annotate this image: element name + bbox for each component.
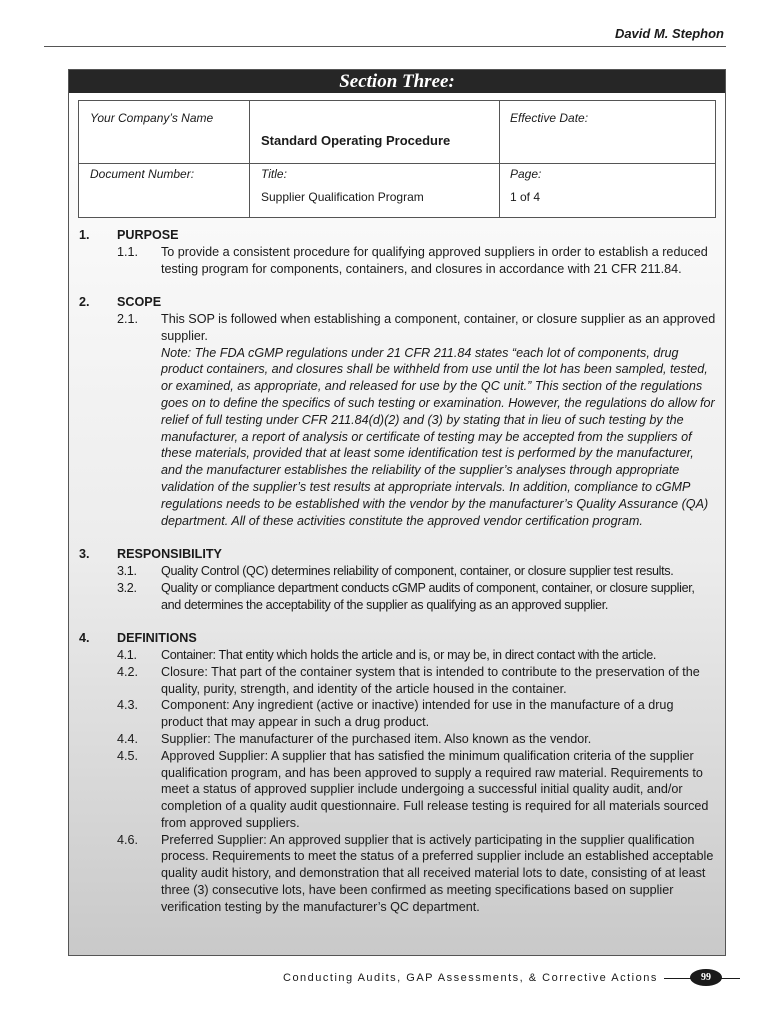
- section-number: 3.: [79, 547, 90, 562]
- list-item: [69, 748, 725, 832]
- list-item: [69, 832, 725, 916]
- list-item: [69, 697, 725, 731]
- item-text: Approved Supplier: A supplier that has satisfied the minimum qualification criteria of the supplier qualification program, and has been approved to supply a required raw material. Requirements to meet a status of approved supplier include undergoing a successful initial quality audit, and/or completion of a quality audit questionnaire. Full release testing is required for all materials sourced from approved suppliers.: [161, 748, 709, 830]
- company-name-label: Your Company’s Name: [90, 111, 214, 125]
- section-heading: DEFINITIONS: [117, 631, 197, 646]
- item-text: This SOP is followed when establishing a component, container, or closure supplier as an approved supplier.: [161, 311, 716, 343]
- item-number: 3.2.: [117, 580, 137, 595]
- section-number: 4.: [79, 631, 90, 646]
- page-value: 1 of 4: [510, 190, 541, 204]
- item-text: Component: Any ingredient (active or inactive) intended for use in the manufacture of a drug product that may appear in such a drug product.: [161, 698, 674, 730]
- footer-book-title: Conducting Audits, GAP Assessments, & Corrective Actions: [283, 972, 658, 984]
- regulatory-note: Note: The FDA cGMP regulations under 21 CFR 211.84 states “each lot of components, drug product containers, and closures shall be withheld from use until the lot has been sampled, tested, or examined, as appropriate, and released for use by the QC unit.” This section of the regulations goes on to define the specifics of such testing or examination. However, the regulations do allow for relief of full testing under CFR 211.84(d)(2) and (3) by stating that in lieu of such testing by the manufacturer, a report of analysis or certificate of testing may be accepted from the suppliers of these materials, provided that at least some identification test is performed by the manufacturer, and the manufacturer establishes the reliability of the supplier’s analyses through appropriate validation of the supplier’s test results at appropriate intervals. In addition, compliance to cGMP regulations needs to be established with the vendor by the manufacturer’s Quality Assurance (QA) department. All of these activities constitute the approved vendor certification program.: [161, 345, 715, 528]
- page-number-badge: 99: [690, 969, 722, 986]
- item-text: Quality or compliance department conducts cGMP audits of component, container, or closure supplier, and determines the acceptability of the supplier as qualifying as an approved supplier.: [161, 580, 695, 612]
- sop-frame: [68, 69, 726, 956]
- section-definitions: [69, 630, 725, 916]
- page-label: Page:: [510, 167, 542, 181]
- item-number: 2.1.: [117, 311, 139, 326]
- effective-date-label: Effective Date:: [510, 111, 589, 125]
- sop-header-table: [78, 100, 716, 218]
- table-divider: [499, 101, 500, 217]
- section-responsibility: [69, 546, 725, 613]
- item-text: Container: That entity which holds the article and is, or may be, in direct contact with the article.: [161, 647, 657, 662]
- section-number: 2.: [79, 295, 90, 310]
- item-text: To provide a consistent procedure for qualifying approved suppliers in order to establish a reduced testing program for components, containers, and closures in accordance with 21 CFR 211.84.: [161, 244, 708, 276]
- header-rule: [44, 46, 726, 47]
- section-scope: [69, 294, 725, 529]
- item-number: 3.1.: [117, 563, 137, 578]
- document-number-label: Document Number:: [90, 167, 195, 181]
- item-text: Quality Control (QC) determines reliability of component, container, or closure supplier test results.: [161, 563, 674, 578]
- section-heading: RESPONSIBILITY: [117, 547, 222, 562]
- list-item: [69, 647, 725, 664]
- item-number: 4.1.: [117, 647, 137, 662]
- item-number: 4.6.: [117, 832, 139, 847]
- table-divider: [249, 101, 250, 217]
- list-item: [69, 580, 725, 614]
- item-number: 4.4.: [117, 731, 139, 746]
- section-title-bar: Section Three:: [69, 70, 725, 93]
- item-number: 4.2.: [117, 664, 139, 679]
- list-item: [69, 244, 725, 278]
- item-text: Preferred Supplier: An approved supplier that is actively participating in the supplier qualification process. Requirements to meet the status of a preferred supplier include an established acceptable quality audit history, and demonstration that all received material lots to date, consisting of at least three (3) consecutive lots, have been confirmed as meeting specifications based on supplier verification testing by the manufacturer’s QC department.: [161, 832, 714, 914]
- section-purpose: [69, 227, 725, 277]
- item-text: Closure: That part of the container system that is intended to contribute to the preservation of the quality, purity, strength, and identity of the article housed in the container.: [161, 664, 700, 696]
- table-divider: [79, 163, 715, 164]
- list-item: [69, 563, 725, 580]
- list-item: [69, 731, 725, 748]
- item-text: Supplier: The manufacturer of the purchased item. Also known as the vendor.: [161, 731, 592, 746]
- list-item: [69, 311, 725, 345]
- document-type: Standard Operating Procedure: [261, 133, 451, 148]
- section-number: 1.: [79, 228, 90, 242]
- author-name: David M. Stephon: [614, 26, 724, 41]
- item-number: 4.5.: [117, 748, 139, 763]
- item-number: 1.1.: [117, 244, 139, 259]
- sop-body: [69, 227, 725, 932]
- list-item: [69, 664, 725, 698]
- item-number: 4.3.: [117, 698, 139, 713]
- section-heading: SCOPE: [117, 295, 162, 310]
- title-label: Title:: [261, 167, 287, 181]
- section-heading: PURPOSE: [117, 228, 179, 242]
- title-value: Supplier Qualification Program: [261, 190, 424, 204]
